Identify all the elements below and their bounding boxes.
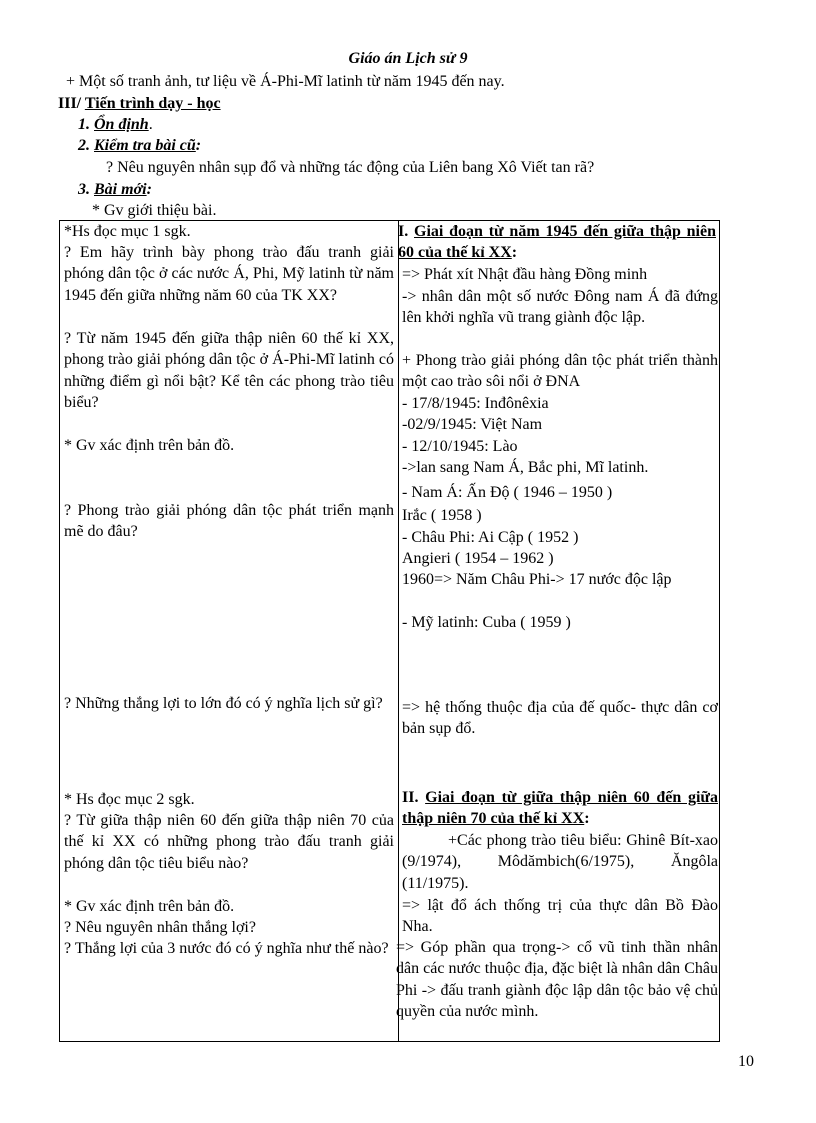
document-title: Giáo án Lịch sử 9	[348, 50, 468, 67]
activity-l7: * Hs đọc mục 2 sgk.	[64, 791, 195, 808]
content-r13: - Mỹ latinh: Cuba ( 1959 )	[402, 614, 571, 631]
section-number: III/	[58, 95, 85, 112]
step-2-end: :	[195, 137, 202, 154]
section-2-heading	[402, 787, 718, 830]
step-3-end: :	[146, 181, 152, 198]
step-2-question: ? Nêu nguyên nhân sụp đổ và những tác động của Liên bang Xô Viết tan rã?	[106, 159, 595, 176]
content-r9: Irắc ( 1958 )	[402, 507, 482, 524]
step-3-number: 3.	[78, 181, 94, 198]
content-r2: -> nhân dân một số nước Đông nam Á đã đứng lên khởi nghĩa vũ trang giành độc lập.	[402, 288, 718, 327]
activity-l2: ? Em hãy trình bày phong trào đấu tranh giải phóng dân tộc ở các nước Á, Phi, Mỹ latinh từ năm 1945 đến giữa những năm 60 của TK XX?	[64, 244, 394, 304]
step-3-note: * Gv giới thiệu bài.	[92, 202, 217, 219]
activity-l1: *Hs đọc mục 1 sgk.	[64, 223, 191, 240]
section-1-title: Giai đoạn từ năm 1945 đến giữa thập niên 60 của thế kỉ XX	[398, 223, 716, 262]
activity-l3: ? Từ năm 1945 đến giữa thập niên 60 thế kỉ XX, phong trào giải phóng dân tộc ở Á-Phi-Mĩ latinh có những điểm gì nổi bật? Kể tên các phong trào tiêu biểu?	[64, 330, 394, 412]
activity-l11: ? Thắng lợi của 3 nước đó có ý nghĩa như thế nào?	[64, 940, 389, 957]
materials-line: + Một số tranh ảnh, tư liệu về Á-Phi-Mĩ latinh từ năm 1945 đến nay.	[66, 73, 505, 90]
content-r15: +Các phong trào tiêu biểu: Ghinê Bít-xao (9/1974), Môdămbich(6/1975), Ăngôla (11/1975).	[402, 832, 718, 892]
section-2-end: :	[584, 810, 590, 828]
content-r7: ->lan sang Nam Á, Bắc phi, Mĩ latinh.	[402, 459, 649, 476]
content-r1: => Phát xít Nhật đầu hàng Đồng minh	[402, 266, 648, 283]
activity-l5: ? Phong trào giải phóng dân tộc phát triển mạnh mẽ do đâu?	[64, 502, 394, 541]
section-heading	[58, 94, 221, 114]
content-r11: Angieri ( 1954 – 1962 )	[402, 550, 554, 567]
column-divider	[398, 221, 399, 1041]
step-2-title: Kiểm tra bài cũ	[94, 137, 196, 154]
content-r4: - 17/8/1945: Inđônêxia	[402, 395, 549, 412]
step-1	[78, 115, 153, 135]
step-3-title: Bài mới	[94, 181, 147, 198]
step-1-end: .	[148, 116, 153, 133]
lesson-table	[59, 220, 720, 1042]
activity-l10: ? Nêu nguyên nhân thắng lợi?	[64, 919, 256, 936]
content-r8: - Nam Á: Ấn Độ ( 1946 – 1950 )	[402, 484, 613, 501]
content-r10: - Châu Phi: Ai Cập ( 1952 )	[402, 529, 579, 546]
section-2-title: Giai đoạn từ giữa thập niên 60 đến giữa thập niên 70 của thế kỉ XX	[402, 789, 718, 828]
content-r5: -02/9/1945: Việt Nam	[402, 416, 543, 433]
step-2-number: 2.	[78, 137, 94, 154]
content-r16: => lật đổ ách thống trị của thực dân Bồ Đào Nha.	[402, 897, 718, 936]
activity-l4: * Gv xác định trên bản đồ.	[64, 437, 235, 454]
step-2	[78, 136, 201, 156]
content-r14: => hệ thống thuộc địa của đế quốc- thực dân cơ bản sụp đổ.	[402, 699, 718, 738]
section-2-number: II.	[402, 789, 426, 806]
activity-l6: ? Những thắng lợi to lớn đó có ý nghĩa lịch sử gì?	[64, 695, 383, 712]
content-r6: - 12/10/1945: Lào	[402, 438, 518, 455]
step-3	[78, 180, 152, 200]
page-number: 10	[738, 1053, 754, 1070]
section-1-end: :	[511, 244, 518, 262]
content-r12: 1960=> Năm Châu Phi-> 17 nước độc lập	[402, 571, 672, 588]
section-title: Tiến trình dạy - học	[84, 95, 221, 112]
section-1-heading	[398, 221, 716, 264]
step-1-number: 1.	[78, 116, 94, 133]
step-1-title: Ổn định	[94, 116, 149, 133]
section-1-number: I.	[398, 223, 415, 240]
activity-l9: * Gv xác định trên bản đồ.	[64, 898, 235, 915]
content-r17: => Góp phần qua trọng-> cổ vũ tinh thần nhân dân các nước thuộc địa, đặc biệt là nhân dân Châu Phi -> đấu tranh giành độc lập dân tộc bảo vệ chủ quyền của nước mình.	[396, 939, 718, 1021]
activity-l8: ? Từ giữa thập niên 60 đến giữa thập niên 70 của thế kỉ XX có những phong trào đấu tranh giải phóng dân tộc tiêu biểu nào?	[64, 812, 394, 872]
content-r3: + Phong trào giải phóng dân tộc phát triển thành một cao trào sôi nổi ở ĐNA	[402, 352, 718, 391]
